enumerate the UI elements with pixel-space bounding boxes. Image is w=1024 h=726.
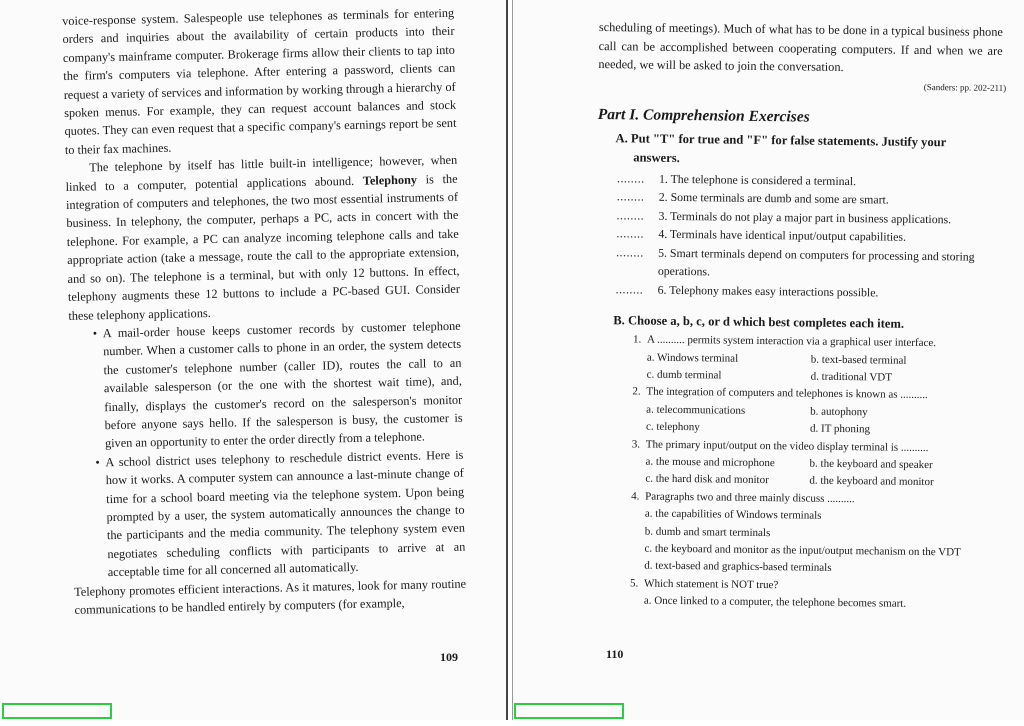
mc-question (633, 332, 1000, 389)
choice-option[interactable]: a. telecommunications (646, 403, 746, 417)
choice-option[interactable]: d. IT phoning (809, 422, 871, 436)
bullet-dot-icon: • (92, 326, 98, 341)
answer-blank[interactable]: ........ (616, 207, 645, 223)
tf-statement: 4. Terminals have identical input/output capabilities. (658, 227, 907, 245)
multiple-choice-list (630, 332, 999, 615)
mc-question (632, 384, 999, 441)
choice-option[interactable]: d. text-based and graphics-based terminals (644, 560, 832, 575)
options (632, 401, 998, 440)
question-text: The primary input/output on the video display terminal is .......... (645, 438, 929, 454)
choice-option[interactable]: d. traditional VDT (810, 370, 893, 384)
bullet-dot-icon: • (95, 455, 100, 470)
bullet-item (69, 317, 464, 454)
paragraph: voice-response system. Salespeople use telephones as terminals for entering orders and inquiries about the availability of certain products into their company's mainframe computer. Brokerage firms allow their clients to tap into the firm's computers via telephone. After entering a password, clients can request a variety of services and information by working through a hierarchy of spoken menus. For example, they can request account balances and stock quotes. They can even request that a specific company's earnings report be sent to their fax machines. (62, 5, 457, 157)
options (633, 349, 999, 388)
question-number: 2. (632, 385, 641, 398)
source-citation: (Sanders: pp. 202-211) (923, 81, 1007, 93)
paragraph: scheduling of meetings). Much of what has to be done in a typical business phone call can be accomplished between cooperating computers. If and when we are needed, we will be asked to join the conversation. (598, 19, 1003, 74)
mc-question (630, 575, 996, 614)
tf-statement: 5. Smart terminals depend on computers for processing and storing operations. (657, 245, 975, 279)
term-telephony: Telephony (362, 172, 418, 188)
choice-option[interactable]: b. dumb and smart terminals (644, 525, 771, 539)
question-number: 3. (631, 438, 641, 451)
section-a-heading (615, 129, 1001, 172)
left-page-marker-box (2, 703, 112, 719)
part-title: Part I. Comprehension Exercises (597, 105, 810, 126)
choice-option[interactable]: a. Once linked to a computer, the telephone becomes smart. (643, 594, 907, 611)
choice-option[interactable]: a. the mouse and microphone (645, 455, 775, 470)
options (630, 506, 997, 580)
right-page (512, 0, 1024, 720)
question-number: 1. (633, 333, 642, 346)
question-number: 4. (631, 490, 640, 503)
section-b-heading: B. Choose a, b, c, or d which best completes each item. (613, 312, 905, 331)
heading-line: A. Put "T" for true and "F" for false statements. Justify your (615, 130, 947, 149)
tf-statement: 1. The telephone is considered a terminal. (658, 171, 857, 188)
answer-blank[interactable]: ........ (616, 170, 645, 186)
answer-blank[interactable]: ........ (616, 226, 645, 241)
choice-option[interactable]: b. the keyboard and speaker (809, 457, 933, 472)
choice-option[interactable]: d. the keyboard and monitor (809, 475, 934, 489)
paragraph: Telephony promotes efficient interactions. As it matures, look for many routine communications to be handled entirely by computers (for example, (73, 576, 467, 617)
right-page-body (592, 18, 1007, 615)
question-text: Paragraphs two and three mainly discuss .......... (645, 490, 855, 505)
choice-option[interactable]: a. Windows terminal (646, 351, 739, 365)
options (631, 453, 997, 492)
mc-question (630, 488, 997, 579)
answer-blank[interactable]: ........ (616, 245, 644, 260)
true-false-list (616, 169, 1002, 304)
text-run: is the integration of computers and telephones, the two most essential instruments of business. In telephony, the computer, perhaps a PC, acts in concert with the telephone. For example, a PC can analyze incoming telephone calls and take appropriate action (take a message, route the call to the appropriate extension, and so on). The telephone is a terminal, but with only 12 buttons. In effect, telephony augments these 12 buttons to include a PC-based GUI. Consider these telephony applications. (65, 171, 461, 323)
choice-option[interactable]: c. the keyboard and monitor as the input/output mechanism on the VDT (644, 542, 961, 559)
question-text: Which statement is NOT true? (644, 577, 779, 592)
mc-question (631, 436, 998, 493)
question-text: The integration of computers and telephones is known as .......... (646, 385, 928, 402)
choice-option[interactable]: b. autophony (810, 405, 868, 419)
paragraph-telephony (65, 151, 460, 325)
choice-option[interactable]: a. the capabilities of Windows terminals (644, 507, 822, 522)
choice-option[interactable]: c. the hard disk and monitor (645, 473, 769, 487)
page-number-right: 110 (606, 647, 624, 661)
bullet-text: A school district uses telephony to reschedule district events. Here is how it works. A computer system can announce a last-minute change of time for a school board meeting via the telephone system. Upon being prompted by a user, the system automatically announces the change to the participants and the media community. The telephony system even negotiates scheduling conflicts with participants to arrive at an acceptable time for all concerned all automatically. (105, 447, 466, 580)
bullet-item (71, 445, 466, 582)
choice-option[interactable]: b. text-based terminal (810, 353, 907, 367)
tf-statement: 3. Terminals do not play a major part in business applications. (658, 208, 952, 227)
text-run: The telephone by itself has little built-in intelligence; however, when linked to a computer, potential applications abound. (65, 153, 458, 194)
answer-blank[interactable]: ........ (616, 189, 645, 204)
tf-item (616, 280, 1000, 303)
page-number-left: 109 (440, 650, 458, 664)
choice-option[interactable]: c. telephony (645, 420, 700, 434)
left-page-body (62, 4, 467, 619)
choice-option[interactable]: c. dumb terminal (646, 368, 722, 382)
question-number: 5. (630, 577, 639, 590)
tf-statement: 6. Telephony makes easy interactions possible. (657, 282, 879, 300)
tf-item (616, 243, 1000, 285)
bullet-text: A mail-order house keeps customer records by customer telephone number. When a customer calls to phone in an order, the system detects the customer's telephone number (caller ID), routes the call to an available salesperson (or the one with the shortest wait time), and, finally, displays the customer's record on the salesperson's monitor before anyone says hello. If the salesperson is busy, the customer is given an opportunity to enter the order directly from a telephone. (102, 318, 463, 451)
right-page-marker-box (514, 703, 624, 719)
question-text: A .......... permits system interaction via a graphical user interface. (646, 333, 937, 350)
left-page (0, 0, 508, 720)
heading-line: answers. (633, 149, 680, 165)
answer-blank[interactable]: ........ (615, 282, 644, 297)
tf-statement: 2. Some terminals are dumb and some are smart. (658, 189, 889, 207)
